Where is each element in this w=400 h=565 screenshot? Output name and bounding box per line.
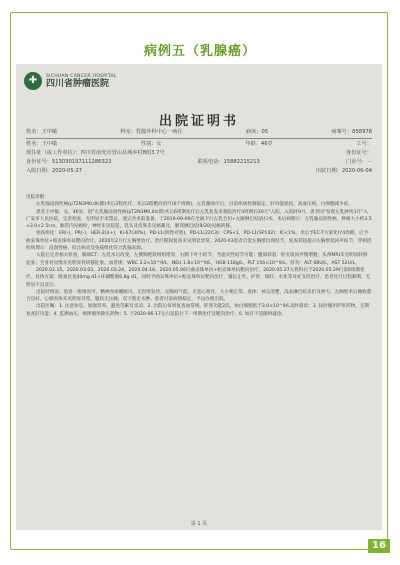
meta-row [26, 140, 372, 149]
diagnosis-label: 出院诊断： [26, 195, 49, 200]
meta-field: 出院日期：2020-06-04 [315, 168, 372, 174]
meta-field: 姓名：王中敏 [26, 141, 58, 147]
meta-field: 性别：女 [140, 141, 162, 147]
hospital-emblem-icon: ✚ [24, 72, 42, 90]
meta-field: 现住址（或工作单位）：四川省南充市营山县城乡村8组3 7号 [26, 150, 165, 156]
body-paragraph: 入院后完善相关检查，胸部CT：左乳术后改变，左侧胸壁软组织增厚，右肺下叶小结节，考虑炎性结节可能；腹部彩超：肝实质回声稍增粗；头颅MRI未见明显转移征象；全身骨显像未见明显骨转移征象。血常规：WBC 3.2×10^9/L，NEU 1.8×10^9/L，HGB 118g/L，PLT 156×10^9/L。肝功：ALT 68U/L，AST 52U/L。 [26, 253, 368, 266]
certificate-body [26, 194, 372, 318]
document-title: 出院证明书 [158, 114, 239, 129]
hospital-name-cn: 四川省肿瘤医院 [46, 78, 110, 89]
meta-field: 身份证号： [346, 150, 372, 156]
meta-row [26, 128, 372, 137]
body-paragraph: 2020.02.15、2020.03.03、2020.03.24、2020.04.16、2020.05.06行曲妥珠单抗+帕妥珠单抗靶向治疗，2020.05.27入我科后于2020.05.29行第6周期化疗，具体方案：吡柔比星40mg d1+环磷酰胺0.8g d1，同时予曲妥珠单抗+帕妥珠单抗靶向治疗，辅以止吐、护胃、保肝、水化等对症支持治疗。患者化疗过程顺利，无明显不良反应。 [26, 267, 371, 288]
page-number-badge: 16 [368, 539, 390, 553]
meta-field: 年龄：46岁 [245, 141, 273, 147]
meta-field: 门诊号：－ [346, 159, 372, 165]
case-title: 病例五（乳腺癌） [143, 44, 256, 59]
meta-field: 入院日期：2020-05-27 [26, 168, 83, 174]
meta-field: 身份证号：513030197111286323 [26, 159, 112, 165]
meta-field: 科室：乳腺外科中心一病区 [120, 129, 183, 135]
hospital-logo [24, 72, 117, 90]
discharge-certificate-scan [16, 64, 382, 530]
patient-meta [26, 128, 372, 176]
meta-field: 工号： [356, 141, 372, 147]
body-paragraph: 出院时情况：患者一般情况可，精神食欲睡眠可，无畏寒发热，无胸闷气促，无恶心呕吐，大小便正常。查体：神志清楚，浅表淋巴结未扪及肿大，左胸壁术后瘢痕愈合良好，心肺查体未见明显异常，腹软无压痛，双下肢无水肿。患者目前病情稳定，予以办理出院。 [26, 289, 372, 303]
meta-field: 病床：05 [245, 129, 269, 135]
body-paragraph: 患者王中敏，女，46岁，因"左乳腺浸润性癌(pT2N3M0,IIIc期)术后6周期化疗后左乳复发来我院治疗4周期后20天"入院。入院时9月，患者因"发现左乳肿块1月"入广安市人民医院，完善检查，无明显手术禁忌，遂完善术前准备，于2019-09-09在全麻下行左乳全切+左腋淋巴结清扫术。术后病理示：左乳腺浸润性癌，肿瘤大小约3.5×3.0×2.5cm，脉管内见癌栓，神经未见侵犯，乳头及皮肤未见癌累及，腋窝淋巴结(9/20)见癌转移。 [26, 209, 372, 230]
meta-field: 病案号：858978 [331, 129, 372, 135]
meta-field: 联系电话：15882215213 [197, 159, 260, 165]
body-paragraph: 免疫组化：ER(-)，PR(-)，HER-2(3+)，Ki-67(30%)，PD-L1(阴性对照)，PD-L1(22C3)：CPS<1，PD-L1(SP142)：IC<1%。术后予EC-T方案化疗4周期，后予曲妥珠单抗+帕妥珠单抗靶向治疗。2020年2月行左胸壁放疗。治疗期间复查未见明显异常。2020-03患者自觉左胸壁出现结节，复查彩超提示左胸壁低回声结节，穿刺活检病理示：浸润性癌，结合病史及免疫组化符合乳腺来源。 [26, 231, 372, 252]
meta-field: 姓名：王中敏 [26, 129, 58, 135]
divider [26, 138, 372, 139]
body-paragraph: 出院医嘱：1. 注意休息，加强营养，避免劳累及受凉；2. 出院后每周复查血常规、肝肾功能2次，如白细胞低于3.0×10^9/L及时就诊；3. 按时服用护肝药物，定期复查肝功能；4. 监测血压，规律服用降压药物；5. 于2020-06-17左右返院行下一周期化疗及靶向治疗；6. 如有不适随时就诊。 [26, 304, 370, 317]
scan-page-label: 第 1 页 [190, 521, 208, 527]
meta-row [26, 167, 372, 176]
hospital-name-en: SICHUAN CANCER HOSPITAL [46, 73, 117, 79]
diagnosis-text: 左乳腺浸润性癌(pT2N3M0,IIIc期)术后2程化疗，术后2程靶向治疗(6个周期)，左乳腺放疗后，目前疾病控制稳定，肝功能损伤，高血压病，白细胞减少症。 [36, 202, 353, 208]
meta-row [26, 158, 372, 167]
meta-row [26, 149, 372, 158]
